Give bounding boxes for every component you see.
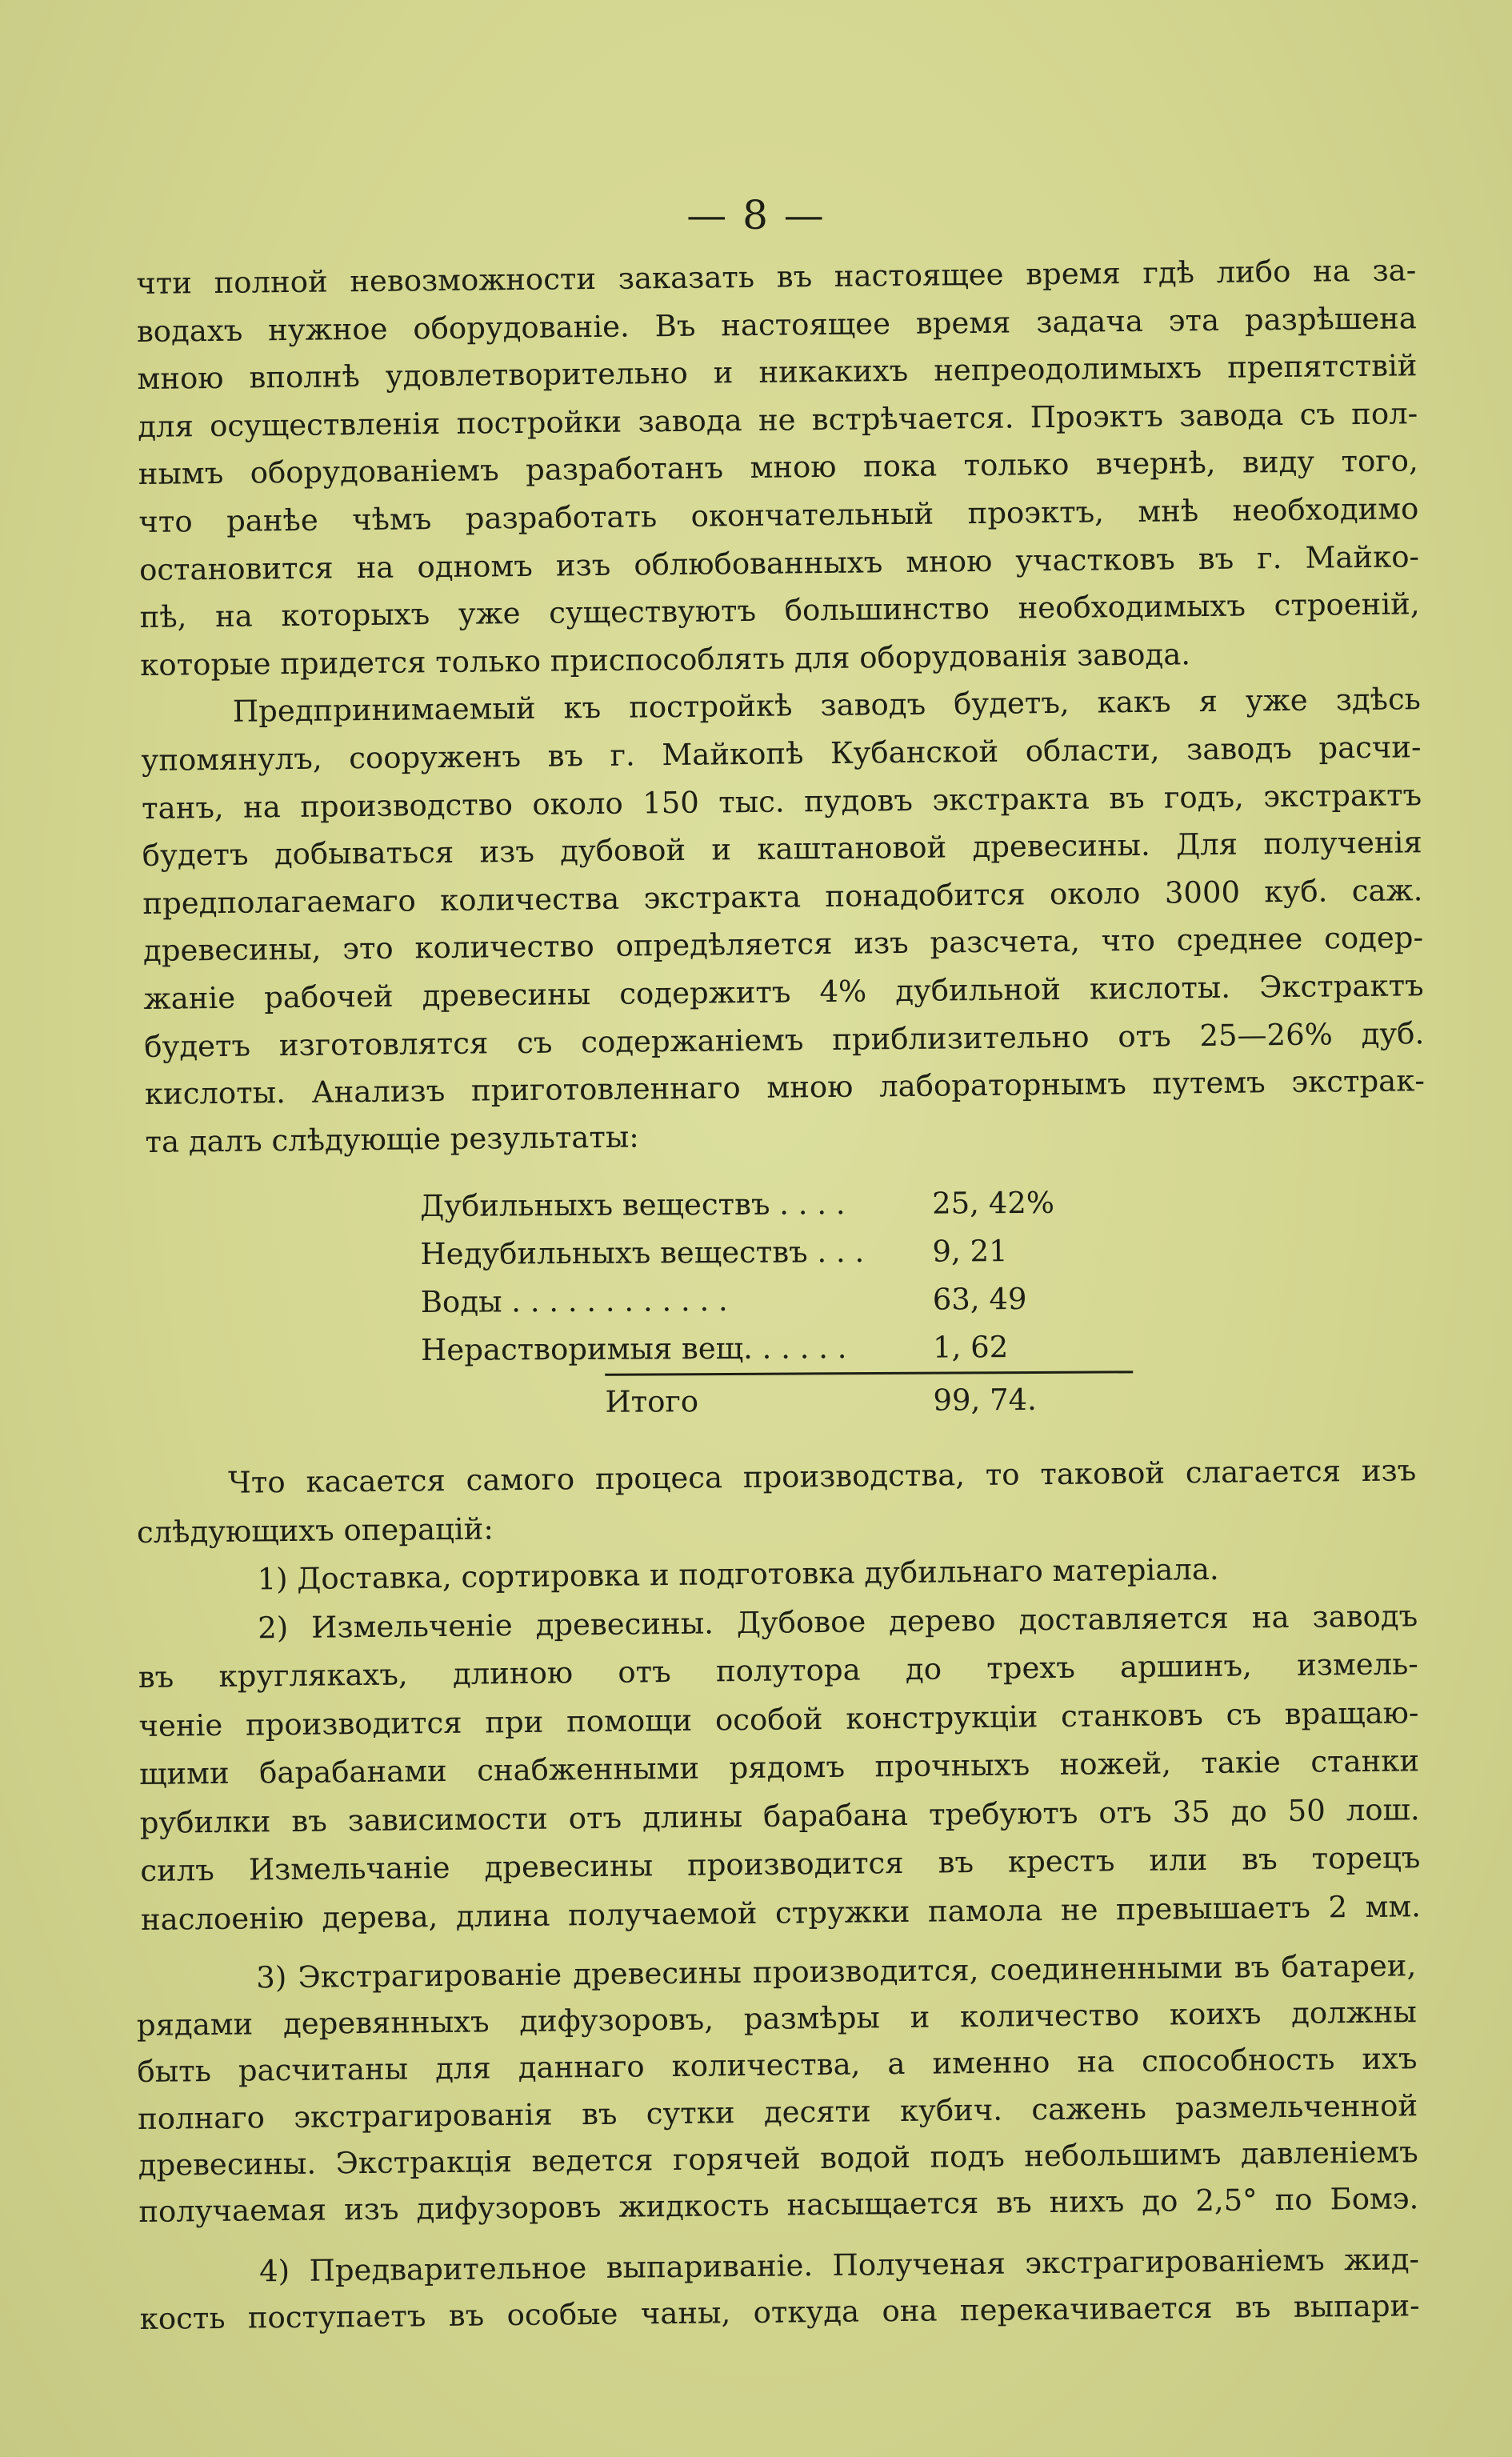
row-label: Дубильныхъ веществъ . . . . — [420, 1186, 846, 1223]
table-row — [421, 1323, 1141, 1375]
row-value: 1, 62 — [932, 1330, 1009, 1365]
row-value: 63, 49 — [932, 1282, 1027, 1317]
total-label: Итого — [605, 1384, 699, 1419]
text-line: упомянулъ, сооруженъ въ г. Майкопѣ Кубанской области, заводъ расчи- — [141, 730, 1422, 778]
text-line: 3) Экстрагированіе древесины производится, соединенными въ батареи, — [256, 1948, 1417, 1995]
page-number: — 8 — — [686, 192, 826, 238]
text-line: которые придется только приспособлять для оборудованія завода. — [140, 636, 1191, 682]
row-label: Нерастворимыя вещ. . . . . . — [420, 1331, 847, 1367]
text-line: остановится на одномъ изъ облюбованныхъ мною участковъ въ г. Майко- — [138, 538, 1420, 587]
text-line: мною вполнѣ удовлетворительно и никакихъ непреодолимыхъ препятствій — [137, 348, 1418, 397]
text-line: предполагаемаго количества экстракта понадобится около 3000 куб. саж. — [142, 872, 1423, 921]
text-line: древесины, это количество опредѣляется изъ разсчета, что среднее содер- — [142, 920, 1424, 969]
text-line: Что касается самого процеса производства, то таковой слагается изъ — [228, 1453, 1417, 1500]
paragraph-plant-project — [136, 246, 1426, 1166]
text-line: полнаго экстрагированія въ сутки десяти кубич. сажень размельченной — [137, 2087, 1418, 2136]
paragraph-extraction — [136, 1943, 1420, 2343]
text-line: быть расчитаны для даннаго количества, а именно на способность ихъ — [137, 2041, 1418, 2090]
total-value: 99, 74. — [933, 1382, 1037, 1418]
text-line: 1) Доставка, сортировка и подготовка дубильнаго матеріала. — [257, 1551, 1219, 1597]
table-total-row — [605, 1371, 1133, 1425]
text-line: танъ, на производство около 150 тыс. пудовъ экстракта въ годъ, экстрактъ — [141, 777, 1422, 826]
text-line: ченіе производится при помощи особой конструкціи станковъ съ вращаю- — [138, 1695, 1419, 1743]
text-line: щими барабанами снабженными рядомъ прочныхъ ножей, такіе станки — [138, 1743, 1420, 1791]
text-line: 2) Измельченіе древесины. Дубовое дерево доставляется на заводъ — [257, 1598, 1418, 1645]
table-row — [420, 1226, 1140, 1279]
text-line: будетъ добываться изъ дубовой и каштановой древесины. Для полученія — [142, 825, 1422, 874]
text-line: жаніе рабочей древесины содержитъ 4% дубильной кислоты. Экстрактъ — [143, 968, 1424, 1016]
text-line: будетъ изготовлятся съ содержаніемъ приблизительно отъ 25—26% дуб. — [144, 1015, 1425, 1064]
text-line: въ круглякахъ, длиною отъ полутора до трехъ аршинъ, измель- — [138, 1647, 1418, 1695]
text-line: рядами деревянныхъ дифузоровъ, размѣры и количество коихъ должны — [136, 1995, 1418, 2043]
text-line: что ранѣе чѣмъ разработать окончательный проэктъ, мнѣ необходимо — [138, 491, 1419, 539]
text-line: рубилки въ зависимости отъ длины барабана требуютъ отъ 35 до 50 лош. — [139, 1791, 1420, 1840]
text-line: водахъ нужное оборудованіе. Въ настоящее время задача эта разрѣшена — [136, 300, 1418, 349]
table-row — [420, 1178, 1140, 1231]
analysis-results-table — [420, 1178, 1142, 1427]
text-line: пѣ, на которыхъ уже существуютъ большинство необходимыхъ строеній, — [139, 586, 1420, 635]
table-row — [421, 1275, 1141, 1327]
text-line: для осуществленія постройки завода не встрѣчается. Проэктъ завода съ пол- — [137, 396, 1418, 444]
text-line: чти полной невозможности заказать въ настоящее время гдѣ либо на за- — [136, 253, 1417, 301]
row-label: Воды . . . . . . . . . . . . — [420, 1283, 728, 1319]
text-line: слѣдующихъ операцій: — [136, 1511, 494, 1550]
text-line: нымъ оборудованіемъ разработанъ мною пока только вчернѣ, виду того, — [138, 443, 1418, 492]
text-line: та далъ слѣдующіе результаты: — [145, 1119, 639, 1159]
text-line: древесины. Экстракція ведется горячей водой подъ небольшимъ давленіемъ — [138, 2134, 1418, 2183]
text-line: Предпринимаемый къ постройкѣ заводъ будетъ, какъ я уже здѣсь — [232, 682, 1422, 730]
text-line: наслоенію дерева, длина получаемой стружки памола не превышаетъ 2 мм. — [140, 1888, 1422, 1937]
text-line: 4) Предварительное выпариваніе. Полученая экстрагированіемъ жид- — [258, 2242, 1420, 2289]
row-label: Недубильныхъ веществъ . . . — [420, 1235, 865, 1271]
row-value: 25, 42% — [932, 1185, 1055, 1221]
paragraph-production-process — [136, 1447, 1421, 1944]
text-line: силъ Измельчаніе древесины производится въ крестъ или въ торецъ — [140, 1840, 1421, 1888]
text-line: получаемая изъ дифузоровъ жидкость насыщается въ нихъ до 2,5° по Бомэ. — [138, 2181, 1419, 2229]
text-line: кислоты. Анализъ приготовленнаго мною лабораторнымъ путемъ экстрак- — [144, 1063, 1426, 1112]
text-line: кость поступаетъ въ особые чаны, откуда она перекачивается въ выпари- — [139, 2288, 1420, 2337]
row-value: 9, 21 — [932, 1234, 1008, 1269]
